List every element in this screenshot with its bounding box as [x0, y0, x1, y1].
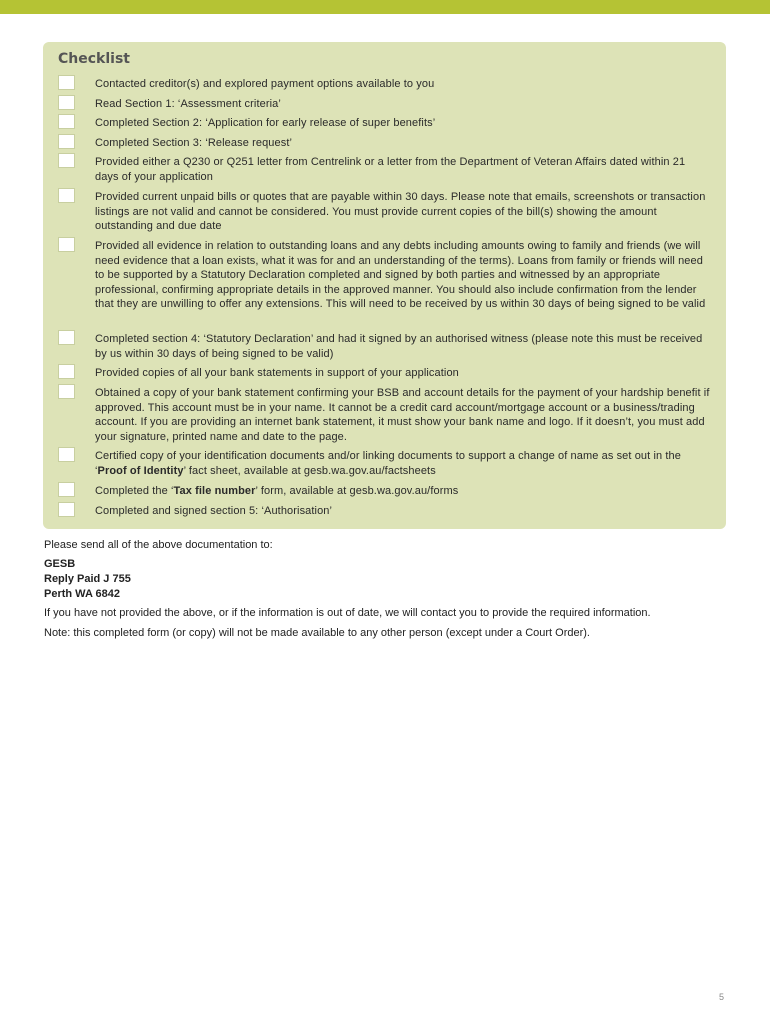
checklist-item-text: Provided current unpaid bills or quotes that are payable within 30 days. Please note that emails, screenshots or transaction listings are not valid and cannot be considered. You must provide current copies of the bill(s) showing the amount outstanding and due date — [95, 191, 706, 233]
page-number: 5 — [719, 992, 725, 1002]
checklist-title: Checklist — [58, 51, 130, 67]
checkbox[interactable] — [58, 237, 75, 252]
checkbox[interactable] — [58, 384, 75, 399]
checklist-item-text: Completed and signed section 5: ‘Authorisation’ — [95, 505, 333, 517]
address-line: Perth WA 6842 — [44, 588, 121, 600]
note-text: Note: this completed form (or copy) will not be made available to any other person (except under a Court Order). — [44, 627, 590, 639]
checkbox[interactable] — [58, 114, 75, 129]
checklist-item-text: Read Section 1: ‘Assessment criteria’ — [95, 98, 281, 110]
checkbox[interactable] — [58, 75, 75, 90]
checklist-item-text: Completed Section 3: ‘Release request’ — [95, 137, 293, 149]
checklist-item-text: Completed section 4: ‘Statutory Declaration’ and had it signed by an authorised witness (please note this must be received by us within 30 days of being signed to be valid) — [95, 333, 703, 360]
checklist-item-text: Provided all evidence in relation to outstanding loans and any debts including amounts owing to family and friends (we will need evidence that a loan exists, what it was for and an understanding of the terms). Loans from family or friends will need to be supported by a Statutory Declaration completed and signed by both parties and witnessed by an appropriate professional, confirming appropriate details in the approved manner. You should also include confirmation from the lender that they are unwilling to offer any extensions. This will need to be received by us within 30 days of being signed to be valid — [95, 240, 706, 311]
checkbox[interactable] — [58, 330, 75, 345]
notice-text: If you have not provided the above, or if the information is out of date, we will contact you to provide the required information. — [44, 607, 651, 619]
checklist-item-text — [95, 484, 710, 499]
address-line: GESB — [44, 558, 76, 570]
checklist-item-text: Obtained a copy of your bank statement confirming your BSB and account details for the payment of your hardship benefit if approved. This account must be in your name. It cannot be a credit card account/mortgage account or a business/trading account. If you are providing an internet bank statement, it must show your bank name and logo. If it doesn’t, you must add your signature, printed name and date to the page. — [95, 387, 710, 443]
address-line: Reply Paid J 755 — [44, 573, 131, 585]
checkbox[interactable] — [58, 502, 75, 517]
checkbox[interactable] — [58, 482, 75, 497]
checkbox[interactable] — [58, 188, 75, 203]
checklist-item-text — [95, 449, 710, 478]
checklist-item-text: Provided either a Q230 or Q251 letter from Centrelink or a letter from the Department of Veteran Affairs dated within 21 days of your application — [95, 156, 686, 183]
item-text-start: Completed the ‘ — [95, 485, 174, 497]
item-text-bold: Tax file number — [173, 485, 256, 497]
checklist-item-text: Contacted creditor(s) and explored payment options available to you — [95, 78, 435, 90]
checkbox[interactable] — [58, 95, 75, 110]
item-text-bold: Proof of Identity — [97, 464, 184, 477]
checkbox[interactable] — [58, 364, 75, 379]
checkbox[interactable] — [58, 134, 75, 149]
item-text-start: Certified copy of your identification documents and/or linking documents to support a change of name as set out in the ‘ — [95, 450, 681, 477]
checkbox[interactable] — [58, 153, 75, 168]
send-instructions: Please send all of the above documentation to: — [44, 539, 273, 551]
checklist-item-text: Completed Section 2: ‘Application for early release of super benefits’ — [95, 117, 436, 129]
header-accent-bar — [0, 0, 770, 14]
item-text-end: ’ fact sheet, available at gesb.wa.gov.au/factsheets — [183, 464, 436, 477]
item-text-end: ’ form, available at gesb.wa.gov.au/forms — [255, 485, 459, 497]
checkbox[interactable] — [58, 447, 75, 462]
checklist-item-text: Provided copies of all your bank statements in support of your application — [95, 367, 459, 379]
checklist-panel — [43, 42, 726, 529]
